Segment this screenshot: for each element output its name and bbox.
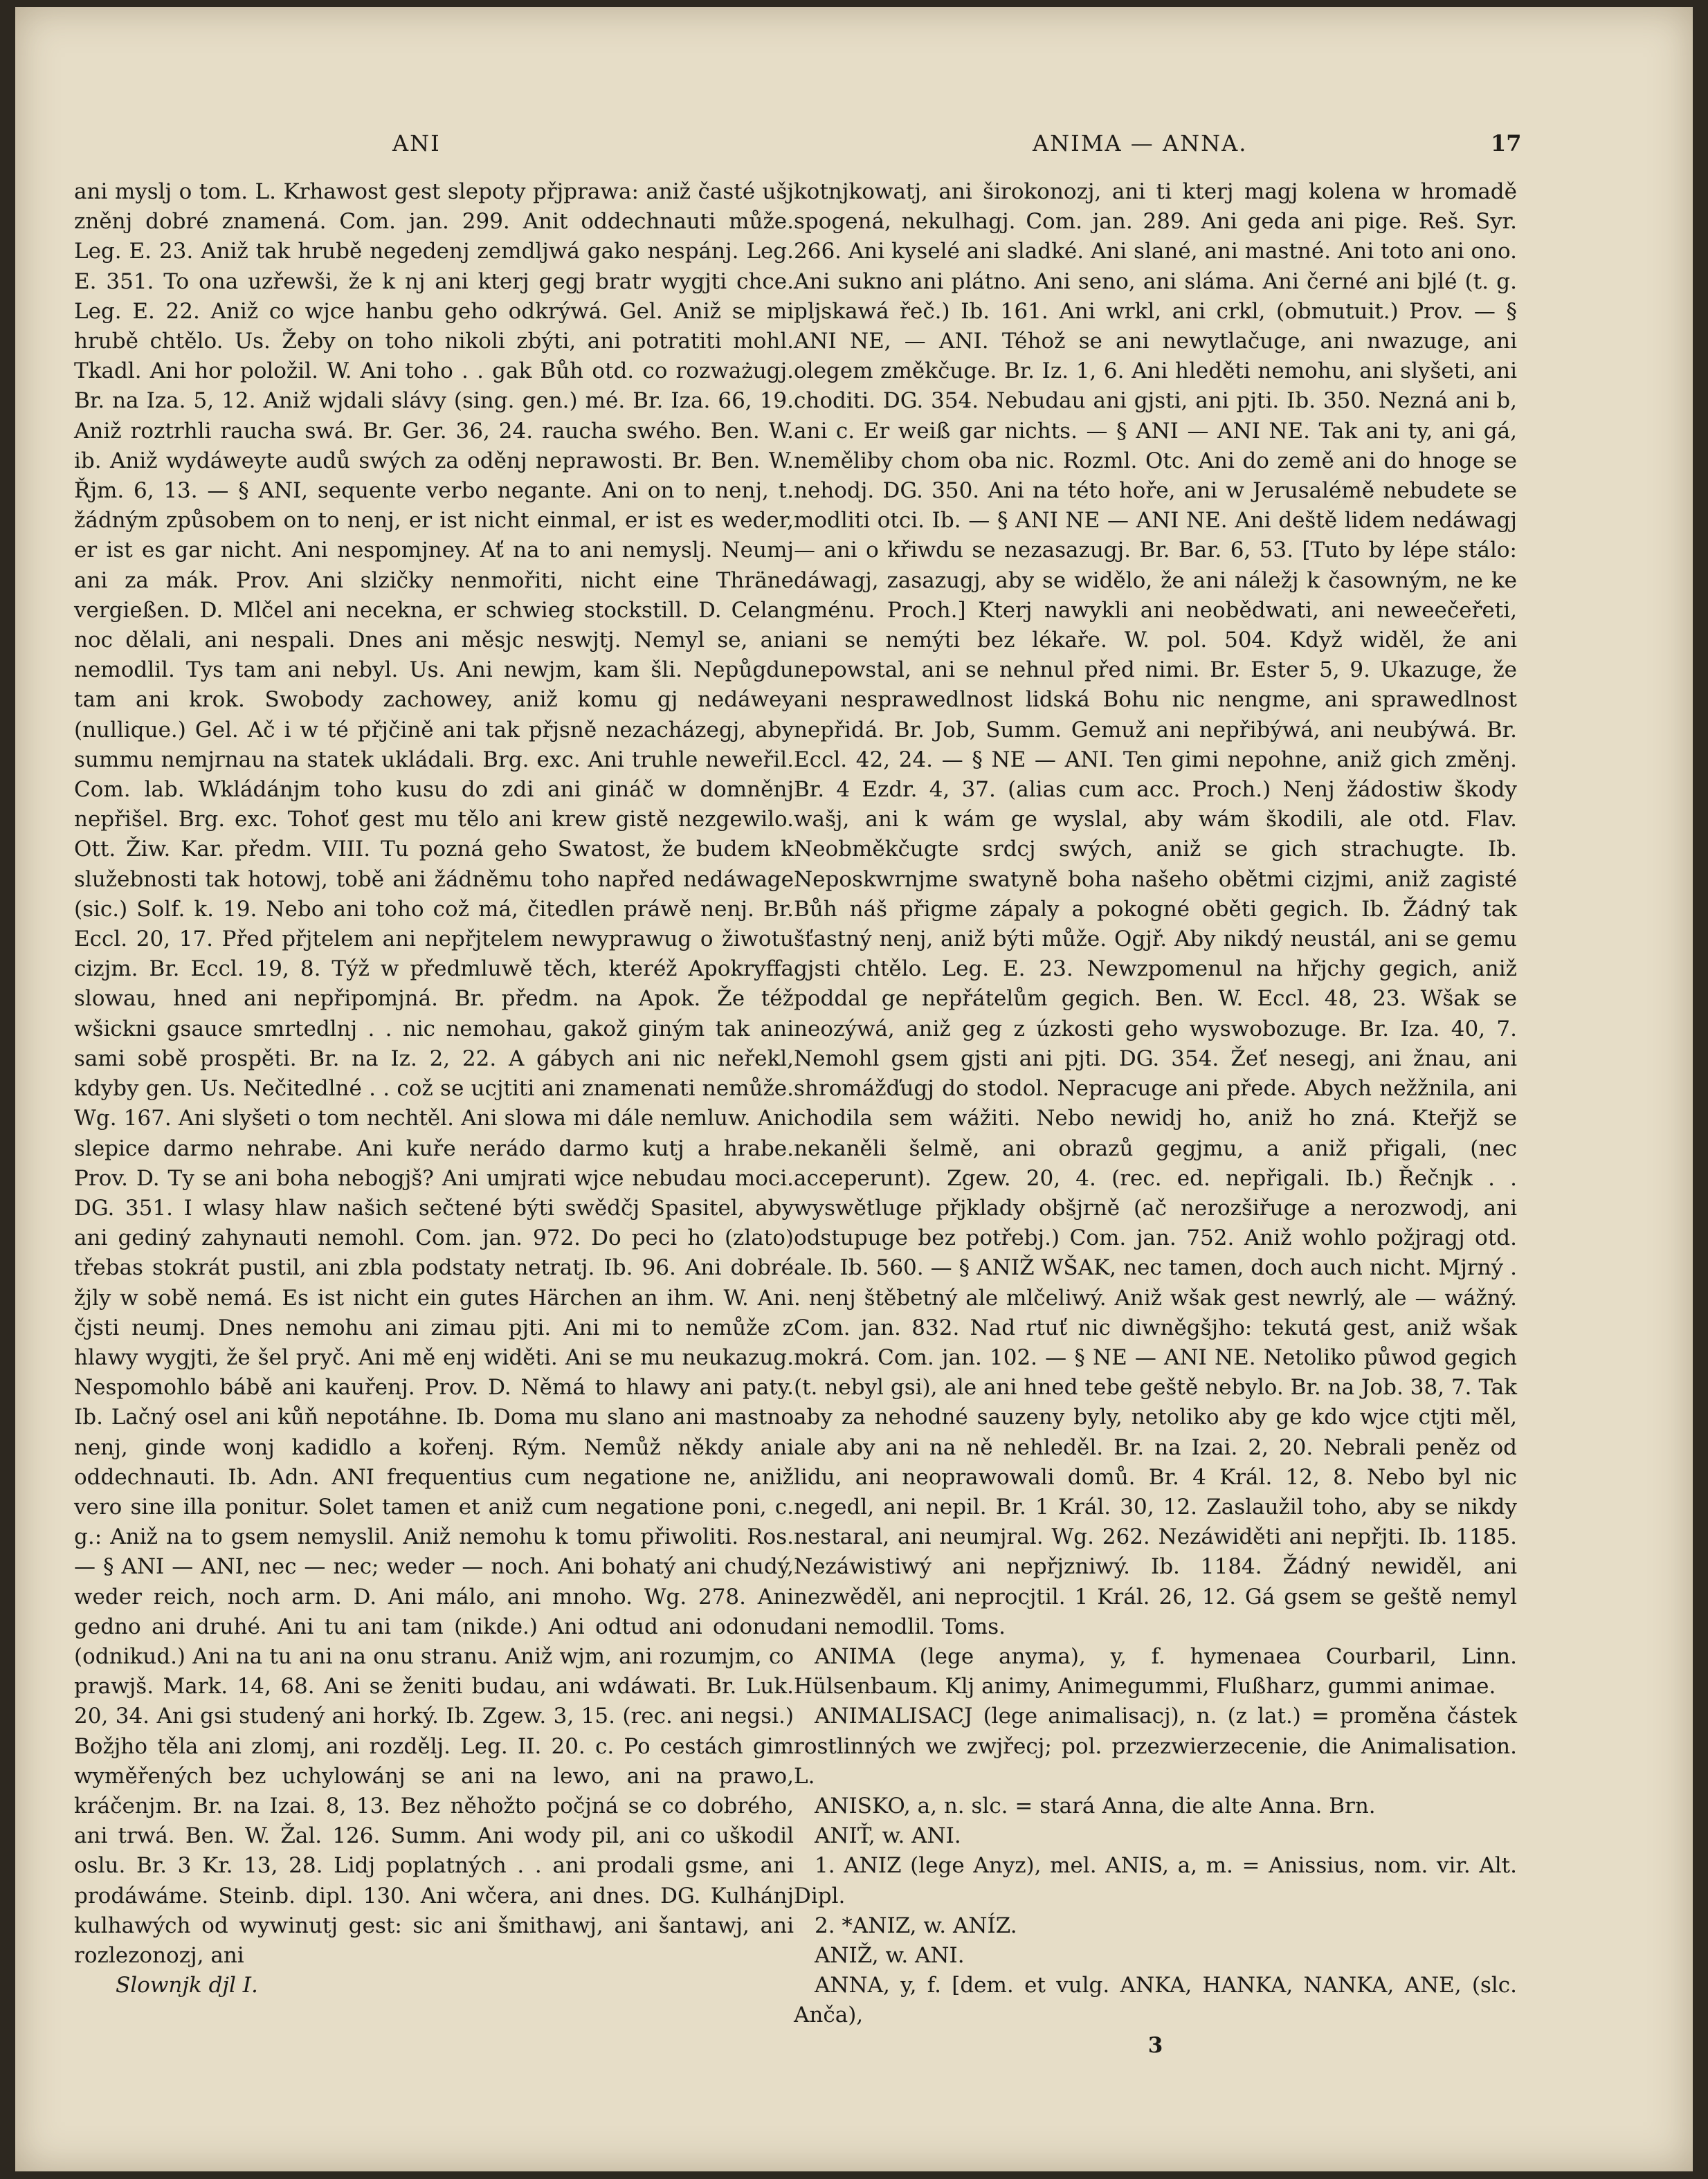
header-left: ANI: [392, 130, 441, 156]
right-column: [794, 177, 1517, 2061]
entry-aniz: ANIŽ, w. ANI.: [815, 1942, 965, 1968]
signature-number: 3: [1147, 2032, 1163, 2058]
entry-aniz-1: 1. ANIZ (lege Anyz), mel. ANIS, a, m. = Anissius, nom. vir. Alt. Dipl.: [794, 1853, 1517, 1908]
signature-mark: Slownjk djl I.: [116, 1973, 258, 1998]
entry-anima: ANIMA (lege anyma), y, f. hymenaea Courbaril, Linn. Hülsenbaum. Klj animy, Animegummi, Flußharz, gummi animae.: [794, 1643, 1517, 1699]
entry-anit: ANIŤ, w. ANI.: [815, 1823, 961, 1849]
left-column: [74, 177, 794, 2000]
header-center: ANIMA — ANNA.: [1033, 130, 1248, 156]
running-header: [15, 130, 1693, 165]
dictionary-page: [15, 7, 1693, 2171]
entry-animalisacj: ANIMALISACJ (lege animalisacj), n. (z lat.) = proměna částek rostlinných we zwjřecj; pol. przezwierzecenie, die Animalisation. L.: [794, 1704, 1517, 1789]
entry-anisko: ANISKO, a, n. slc. = stará Anna, die alte Anna. Brn.: [815, 1793, 1376, 1818]
entry-anna: ANNA, y, f. [dem. et vulg. ANKA, HANKA, NANKA, ANE, (slc. Anča),: [794, 1973, 1517, 2028]
entry-aniz-2: 2. *ANIZ, w. ANÍZ.: [815, 1913, 1017, 1938]
entry-ani-continued: kotnjkowatj, ani širokonozj, ani ti kterj magj kolena w hromadě spogená, nekulhagj. Com. jan. 289. Ani geda ani pige. Reš. Syr. 266. Ani kyselé ani sladké. Ani slané, ani mastné. Ani toto ani ono. Ani sukno ani plátno. Ani seno, ani sláma. Ani černé ani bjlé (t. g. pljskawá řeč.) Ib. 161. Ani wrkl, ani crkl, (obmutuit.) Prov. — § ANI NE, — ANI. Téhož se ani newytlačuge, ani nwazuge, ani olegem změkčuge. Br. Iz. 1, 6. Ani hleděti nemohu, ani slyšeti, ani choditi. DG. 354. Nebudau ani gjsti, ani pjti. Ib. 350. Nezná ani b, ani c. Er weiß gar nichts. — § ANI — ANI NE. Tak ani ty, ani gá, neměliby chom oba nic. Rozml. Otc. Ani do země ani do hnoge se nehodj. DG. 350. Ani na této hoře, ani w Jerusalémě nebudete se modliti otci. Ib. — § ANI NE — ANI NE. Ani deště lidem nedáwagj — ani o křiwdu se nezasazugj. Br. Bar. 6, 53. [Tuto by lépe stálo: dáwagj, zasazugj, aby se widělo, že ani náležj k časowným, ne ke gménu. Proch.] Kterj nawykli ani neobědwati, ani neweečeřeti, ani se nemýti bez lékaře. W. pol. 504. Když widěl, že ani nepowstal, ani se nehnul před nimi. Br. Ester 5, 9. Ukazuge, že ani nesprawedlnost lidská Bohu nic nengme, ani sprawedlnost nepřidá. Br. Job, Summ. Gemuž ani nepřibýwá, ani neubýwá. Br. Eccl. 42, 24. — § NE — ANI. Ten gimi nepohne, aniž gich změnj. Br. 4 Ezdr. 4, 37. (alias cum acc. Proch.) Nenj žádostiw škody wašj, ani k wám ge wyslal, aby wám škodili, ale otd. Flav. Neobměkčugte srdcj swých, aniž se gich strachugte. Ib. Neposkwrnjme swatyně boha našeho obětmi cizjmi, aniž zagisté Bůh náš přigme zápaly a pokogné oběti gegich. Ib. Žádný tak šťastný nenj, aniž býti může. Ogjř. Aby nikdý neustál, ani se gemu gjsti chtělo. Leg. E. 23. Newzpomenul na hřjchy gegich, aniž poddal ge nepřátelům gegich. Ben. W. Eccl. 48, 23. Wšak se neozýwá, aniž geg z úzkosti geho wyswobozuge. Br. Iza. 40, 7. Nemohl gsem gjsti ani pjti. DG. 354. Žeť nesegj, ani žnau, ani shromážďugj do stodol. Nepracuge ani přede. Abych nežžnila, ani chodila sem wážiti. Nebo newidj ho, aniž ho zná. Kteřjž se nekaněli šelmě, ani obrazů gegjmu, a aniž přigali, (nec acceperunt). Zgew. 20, 4. (rec. ed. nepřigali. Ib.) Řečnjk . . wyswětluge přjklady obšjrně (ač nerozšiřuge a nerozwodj, ani odstupuge bez potřebj.) Com. jan. 752. Aniž wohlo požjragj otd. ale. Ib. 560. — § ANIŽ WŠAK, nec tamen, doch auch nicht. Mjrný . . nenj štěbetný ale mlčeliwý. Aniž wšak gest newrlý, ale — wážný. Com. jan. 832. Nad rtuť nic diwněgšjho: tekutá gest, aniž wšak mokrá. Com. jan. 102. — § NE — ANI NE. Netoliko půwod gegich (t. nebyl gsi), ale ani hned tebe geště nebylo. Br. na Job. 38, 7. Tak aby za nehodné sauzeny byly, netoliko aby ge kdo wjce ctjti měl, ale aby ani na ně nehleděl. Br. na Izai. 2, 20. Nebrali peněz od lidu, ani neoprawowali domů. Br. 4 Král. 12, 8. Nebo byl nic negedl, ani nepil. Br. 1 Král. 30, 12. Zaslaužil toho, aby se nikdy nestaral, ani neumjral. Wg. 262. Nezáwiděti ani nepřjti. Ib. 1185. Nezáwistiwý ani nepřjzniwý. Ib. 1184. Žádný newiděl, ani nezwěděl, ani neprocjtil. 1 Král. 26, 12. Gá gsem se geště nemyl ani nemodlil. Toms.: [794, 179, 1517, 1639]
left-column-text: ani myslj o tom. L. Krhawost gest slepoty přjprawa: aniž časté ušj zněnj dobré znamená. Com. jan. 299. Anit oddechnauti může. Leg. E. 23. Aniž tak hrubě negedenj zemdljwá gako nespánj. Leg. E. 351. To ona uzřewši, že k nj ani kterj gegj bratr wygjti chce. Leg. E. 22. Aniž co wjce hanbu geho odkrýwá. Gel. Aniž se mi hrubě chtělo. Us. Žeby on toho nikoli zbýti, ani potratiti mohl. Tkadl. Ani hor položil. W. Ani toho . . gak Bůh otd. co rozważugj. Br. na Iza. 5, 12. Aniž wjdali slávy (sing. gen.) mé. Br. Iza. 66, 19. Aniž roztrhli raucha swá. Br. Ger. 36, 24. raucha swého. Ben. W. ib. Aniž wydáweyte audů swých za oděnj neprawosti. Br. Ben. W. Řjm. 6, 13. — § ANI, sequente verbo negante. Ani on to nenj, t. žádným způsobem on to nenj, er ist nicht einmal, er ist es weder, er ist es gar nicht. Ani nespomjney. Ať na to ani nemyslj. Neumj ani za mák. Prov. Ani slzičky nenmořiti, nicht eine Thräne vergießen. D. Mlčel ani necekna, er schwieg stockstill. D. Celan noc dělali, ani nespali. Dnes ani měsjc neswjtj. Nemyl se, ani nemodlil. Tys tam ani nebyl. Us. Ani newjm, kam šli. Nepůgdu tam ani krok. Swobody zachowey, aniž komu gj nedáwey (nullique.) Gel. Ač i w té přjčině ani tak přjsně nezacházegj, aby summu nemjrnau na statek ukládali. Brg. exc. Ani truhle neweřil. Com. lab. Wkládánjm toho kusu do zdi ani gináč w domněnj nepřišel. Brg. exc. Tohoť gest mu tělo ani krew gistě nezgewilo. Ott. Žiw. Kar. předm. VIII. Tu pozná geho Swatost, že budem k služebnosti tak hotowj, tobě ani žádněmu toho napřed nedáwage (sic.) Solf. k. 19. Nebo ani toho což má, čitedlen práwě nenj. Br. Eccl. 20, 17. Před přjtelem ani nepřjtelem newyprawug o žiwotu cizjm. Br. Eccl. 19, 8. Týž w předmluwě těch, kteréž Apokryffa slowau, hned ani nepřipomjná. Br. předm. na Apok. Že též wšickni gsauce smrtedlnj . . nic nemohau, gakož giným tak ani sami sobě prospěti. Br. na Iz. 2, 22. A gábych ani nic neřekl, kdyby gen. Us. Nečitedlné . . což se ucjtiti ani znamenati nemůže. Wg. 167. Ani slyšeti o tom nechtěl. Ani slowa mi dále nemluw. Ani slepice darmo nehrabe. Ani kuře nerádo darmo kutj a hrabe. Prov. D. Ty se ani boha nebogjš? Ani umjrati wjce nebudau moci. DG. 351. I wlasy hlaw našich sečtené býti swědčj Spasitel, aby ani gediný zahynauti nemohl. Com. jan. 972. Do peci ho (zlato) třebas stokrát pustil, ani zbla podstaty netratj. Ib. 96. Ani dobré žjly w sobě nemá. Es ist nicht ein gutes Härchen an ihm. W. Ani čjsti neumj. Dnes nemohu ani zimau pjti. Ani mi to nemůže z hlawy wygjti, že šel pryč. Ani mě enj widěti. Ani se mu neukazug. Nespomohlo bábě ani kauřenj. Prov. D. Němá to hlawy ani paty. Ib. Lačný osel ani kůň nepotáhne. Ib. Doma mu slano ani mastno nenj, ginde wonj kadidlo a kořenj. Rým. Nemůž někdy ani oddechnauti. Ib. Adn. ANI frequentius cum negatione ne, aniž vero sine illa ponitur. Solet tamen et aniž cum negatione poni, c. g.: Aniž na to gsem nemyslil. Aniž nemohu k tomu přiwoliti. Ros. — § ANI — ANI, nec — nec; weder — noch. Ani bohatý ani chudý, weder reich, noch arm. D. Ani málo, ani mnoho. Wg. 278. Ani gedno ani druhé. Ani tu ani tam (nikde.) Ani odtud ani odonud (odnikud.) Ani na tu ani na onu stranu. Aniž wjm, ani rozumjm, co prawjš. Mark. 14, 68. Ani se ženiti budau, ani wdáwati. Br. Luk. 20, 34. Ani gsi studený ani horký. Ib. Zgew. 3, 15. (rec. ani negsi.) Božjho těla ani zlomj, ani rozdělj. Leg. II. 20. c. Po cestách gim wyměřených bez uchylowánj se ani na lewo, ani na prawo, kráčenjm. Br. na Izai. 8, 13. Bez něhožto počjná se co dobrého, ani trwá. Ben. W. Žal. 126. Summ. Ani wody pil, ani co uškodil oslu. Br. 3 Kr. 13, 28. Lidj poplatných . . ani prodali gsme, ani prodáwáme. Steinb. dipl. 130. Ani wčera, ani dnes. DG. Kulhánj kulhawých od wywinutj gest: sic ani šmithawj, ani šantawj, ani rozlezonozj, ani: [74, 179, 794, 1968]
page-number: 17: [1491, 130, 1522, 156]
